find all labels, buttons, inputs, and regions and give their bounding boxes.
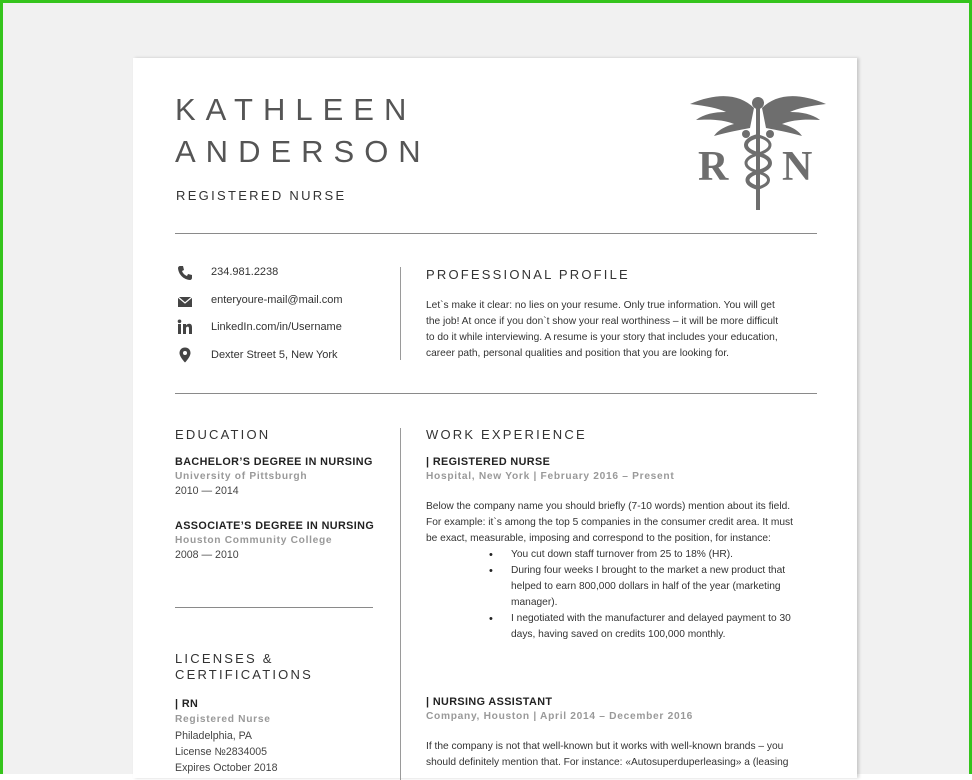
degree-school: University of Pittsburgh [175, 471, 308, 482]
profile-line: Let`s make it clear: no lies on your resume. Only true information. You will get [426, 300, 775, 311]
rn-caduceus-logo [688, 88, 828, 213]
profile-heading: PROFESSIONAL PROFILE [426, 267, 630, 282]
first-name: KATHLEEN [175, 92, 417, 127]
list-item: • During four weeks I brought to the market a new product that helped to earn 800,000 dollars in half of the year (marketing manager). [511, 563, 816, 611]
linkedin-icon [177, 319, 193, 335]
job-entry [426, 696, 826, 771]
job-meta: Hospital, New York | February 2016 – Present [426, 471, 675, 482]
profile-line: career path, personal qualities and position that you are looking for. [426, 348, 729, 359]
resume-page [133, 58, 857, 778]
education-item [175, 456, 395, 497]
education-item [175, 520, 395, 561]
phone-icon [177, 265, 193, 281]
contact-linkedin: LinkedIn.com/in/Username [211, 321, 342, 333]
degree-title: ASSOCIATE’S DEGREE IN NURSING [175, 520, 375, 532]
degree-years: 2008 — 2010 [175, 549, 239, 561]
contact-item-address [177, 349, 387, 377]
job-title: | REGISTERED NURSE [426, 456, 551, 468]
degree-years: 2010 — 2014 [175, 485, 239, 497]
degree-title: BACHELOR’S DEGREE IN NURSING [175, 456, 373, 468]
contact-item-email [177, 294, 387, 322]
profile-line: to do it while interviewing. A resume is your story that includes your education, [426, 332, 778, 343]
license-item [175, 696, 395, 776]
job-title: | NURSING ASSISTANT [426, 696, 553, 708]
contact-list [177, 266, 387, 376]
location-pin-icon [177, 347, 193, 363]
job-line: be exact, measurable, imposing and correspond to the position, for instance: [426, 533, 771, 544]
profile-divider [175, 393, 817, 394]
job-line: If the company is not that well-known but it works with well-known brands – you [426, 741, 784, 752]
licenses-heading-line: LICENSES & [175, 651, 274, 666]
contact-item-linkedin [177, 321, 387, 349]
job-description [426, 739, 826, 771]
contact-address: Dexter Street 5, New York [211, 348, 338, 361]
last-name: ANDERSON [175, 134, 431, 169]
job-title: REGISTERED NURSE [176, 188, 347, 203]
job-line: should definitely mention that. For instance: «Autosuperduperleasing» a (leasing [426, 757, 789, 768]
license-expiry: Expires October 2018 [175, 762, 278, 774]
profile-line: the job! At once if you don`t show your real worthiness – it will be more difficult [426, 316, 779, 327]
envelope-icon [177, 294, 193, 310]
contact-email: enteryoure-mail@mail.com [211, 293, 343, 306]
license-title: | RN [175, 698, 199, 710]
education-heading: EDUCATION [175, 427, 271, 442]
job-meta: Company, Houston | April 2014 – December 2016 [426, 711, 694, 722]
licenses-heading-line: CERTIFICATIONS [175, 667, 313, 682]
education-divider [175, 607, 373, 608]
contact-item-phone [177, 266, 387, 294]
logo-letter-n: N [782, 144, 813, 190]
caduceus-icon [688, 88, 828, 213]
job-description [426, 499, 826, 547]
list-item: • I negotiated with the manufacturer and delayed payment to 30 days, having saved on credits 100,000 monthly. [511, 611, 816, 643]
job-entry [426, 456, 826, 643]
contact-phone: 234.981.2238 [211, 266, 279, 278]
list-item: • You cut down staff turnover from 25 to 18% (HR). [511, 547, 816, 563]
column-divider [400, 428, 401, 780]
license-subtitle: Registered Nurse [175, 714, 271, 725]
degree-school: Houston Community College [175, 535, 333, 546]
job-line: For example: it`s among the top 5 companies in the consumer credit area. It must [426, 517, 793, 528]
license-location: Philadelphia, PA [175, 730, 252, 742]
profile-text [426, 298, 826, 362]
contact-profile-divider [400, 267, 401, 360]
licenses-heading [175, 651, 313, 683]
header-divider [175, 233, 817, 234]
work-heading: WORK EXPERIENCE [426, 427, 587, 442]
job-line: Below the company name you should briefly (7-10 words) mention about its field. [426, 501, 791, 512]
license-number: License №2834005 [175, 746, 268, 758]
job-achievements [511, 547, 816, 643]
logo-letter-r: R [698, 144, 729, 190]
